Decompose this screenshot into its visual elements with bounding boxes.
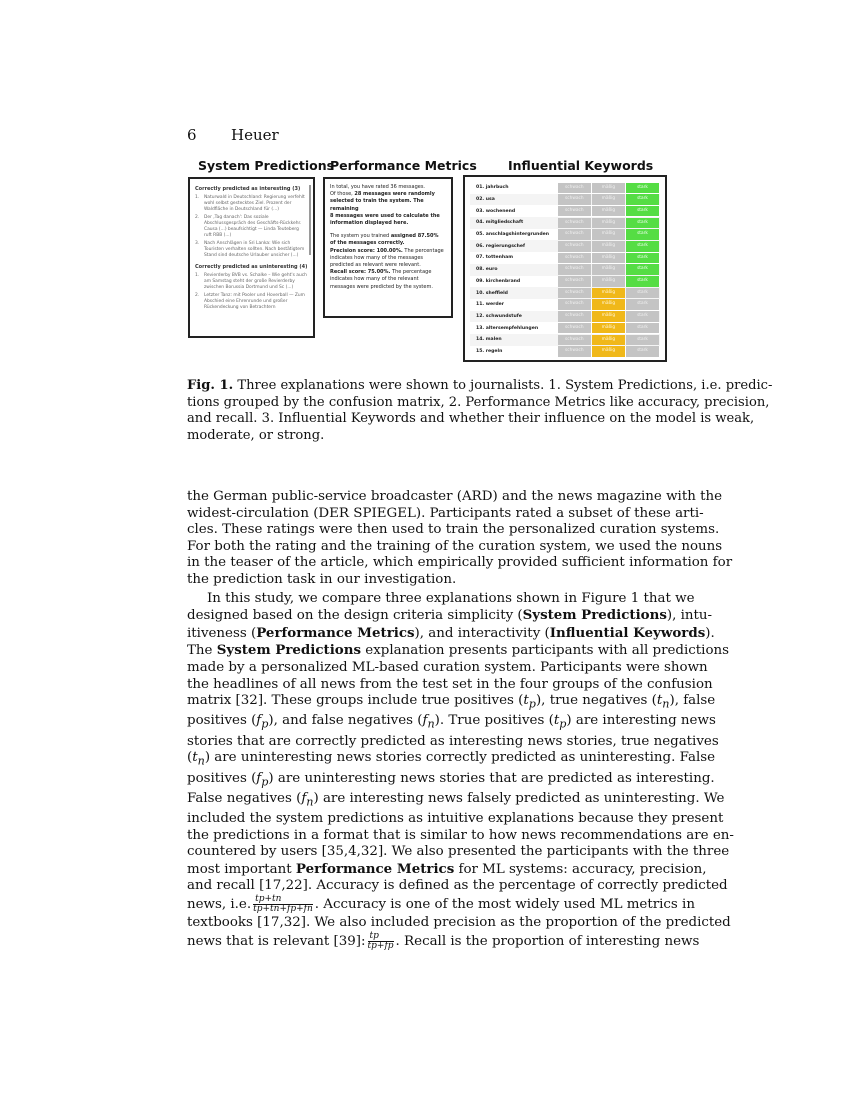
influence-level-moderate-button[interactable]: mäßig: [592, 323, 625, 334]
prediction-number: 1.: [195, 273, 200, 278]
influence-level-weak-button[interactable]: schwach: [558, 311, 591, 322]
influence-level-strong-button[interactable]: stark: [626, 206, 659, 217]
metrics-text: indicates how many of the relevant: [330, 276, 419, 283]
influence-level-moderate-button[interactable]: mäßig: [592, 229, 625, 240]
caption-text: tions grouped by the confusion matrix, 2. Performance Metrics like accuracy, precision,: [187, 394, 770, 410]
influence-level-weak-button[interactable]: schwach: [558, 335, 591, 346]
influence-level-weak-button[interactable]: schwach: [558, 346, 591, 357]
influence-level-strong-button[interactable]: stark: [626, 241, 659, 252]
keyword-label: 01. jahrbuch: [476, 185, 509, 191]
text-line: In this study, we compare three explanations shown in Figure 1 that we: [207, 590, 695, 606]
keyword-label: 03. wochenend: [476, 208, 516, 214]
metrics-text: messages were predicted by the system.: [330, 283, 433, 290]
influence-level-moderate-button[interactable]: mäßig: [592, 206, 625, 217]
keyword-label: 14. malen: [476, 337, 502, 343]
text-line: the German public-service broadcaster (ARD) and the news magazine with the: [187, 489, 723, 504]
paragraph-2: In this study, we compare three explanations shown in Figure 1 that we designed based on the design criteria simplicity (System Predictions), intu- itiveness (Performance Metrics), and interactivity (Influential Keywords). The System Predictions explanation presents participants with all predictions made by a personalized ML-based curation system. Participants were shown the headlines of all news from the test set in the four groups of the confusion matrix [32]. These groups include true positives $(t_p)$, true negatives $(t_n)$, false positives $(f_p)$, and false negatives $(f_n)$. True positives $(t_p)$ are interesting news stories that are correctly predicted as interesting news stories, true negatives $(t_n)$ are uninteresting news stories correctly predicted as uninteresting. False positives $(f_p)$ are uninteresting news stories that are predicted as interesting. False negatives $(f_n)$ are interesting news falsely predicted as uninteresting. We included the system predictions as intuitive explanations because they present the predictions in a format that is similar to how news recommendations are en- countered by users [35,4,32]. We also presented the participants with the three most important Performance Metrics for ML systems: accuracy, precision, and recall [17,22]. Accuracy is defined as the percentage of correctly predicted news, i.e. $\frac{tp+tn}{tp+tn+fp+fn}$ . Accuracy is one of the most widely used ML metrics in textbooks [17,32]. We also included precision as the proportion of the predicted news that is relevant [39]: $\frac{tp}{tp+fp}$ . Recall is the proportion of interesting news: [187, 590, 734, 951]
caption-text: moderate, or strong.: [187, 427, 325, 443]
prediction-item[interactable]: [195, 273, 308, 291]
influence-level-weak-button[interactable]: schwach: [558, 194, 591, 205]
text-line: in the teaser of the article, which empirically provided sufficient information for: [187, 555, 733, 571]
metrics-bold: 28 messages were randomly: [354, 191, 435, 198]
prediction-number: 2.: [195, 293, 200, 298]
caption-label: Fig. 1.: [187, 378, 234, 393]
influence-level-strong-button[interactable]: stark: [626, 276, 659, 287]
keyword-row: [470, 287, 660, 299]
prediction-item[interactable]: [195, 215, 308, 239]
influence-level-moderate-button[interactable]: mäßig: [592, 264, 625, 275]
keyword-row: [470, 322, 660, 334]
keyword-row: [470, 311, 660, 323]
keyword-row: [470, 299, 660, 311]
text-line: included the system predictions as intuitive explanations because they present: [187, 811, 724, 827]
accuracy-formula: $\frac{tp+tn}{tp+tn+fp+fn}$: [253, 894, 313, 915]
recall-value: Recall score: 75.00%.: [330, 269, 391, 276]
system-predictions-title: System Predictions: [198, 158, 335, 173]
influence-level-moderate-button[interactable]: mäßig: [592, 311, 625, 322]
term-performance-metrics: Performance Metrics: [256, 624, 415, 641]
figure-caption: [187, 378, 773, 444]
keyword-label: 04. mitgliedschaft: [476, 220, 524, 226]
metrics-paragraph-1: [330, 184, 446, 227]
prediction-headline: Letzter Tanz: mit Pooler und Hoverball — Zum Abschied eine Ehrenrunde und großer Rückendeckung von Betrachtern: [204, 293, 305, 310]
text-line: cles. These ratings were then used to train the personalized curation systems.: [187, 522, 720, 538]
influence-level-weak-button[interactable]: schwach: [558, 276, 591, 287]
influence-level-moderate-button[interactable]: mäßig: [592, 241, 625, 252]
influence-level-weak-button[interactable]: schwach: [558, 206, 591, 217]
influence-level-moderate-button[interactable]: mäßig: [592, 288, 625, 299]
influence-level-strong-button[interactable]: stark: [626, 194, 659, 205]
metrics-bold: information displayed here.: [330, 220, 409, 227]
text-line: and recall [17,22]. Accuracy is defined as the percentage of correctly predicted: [187, 878, 728, 894]
influence-level-weak-button[interactable]: schwach: [558, 241, 591, 252]
keyword-label: 10. sheffield: [476, 290, 508, 296]
influential-keywords-panel: [463, 175, 667, 362]
influence-level-moderate-button[interactable]: mäßig: [592, 276, 625, 287]
influence-level-weak-button[interactable]: schwach: [558, 323, 591, 334]
influence-level-moderate-button[interactable]: mäßig: [592, 346, 625, 357]
keyword-label: 12. schwundstufe: [476, 313, 522, 319]
text-line: For both the rating and the training of the curation system, we used the nouns: [187, 538, 723, 554]
keyword-row: [470, 205, 660, 217]
influence-level-weak-button[interactable]: schwach: [558, 288, 591, 299]
metrics-text: The percentage: [402, 247, 444, 254]
keyword-row: [470, 276, 660, 288]
running-head: [187, 126, 279, 144]
influence-level-strong-button[interactable]: stark: [626, 253, 659, 264]
system-predictions-panel[interactable]: [188, 177, 315, 338]
keyword-label: 15. regeln: [476, 348, 503, 354]
keyword-label: 09. kirchenbrand: [476, 278, 521, 284]
influence-level-strong-button[interactable]: stark: [626, 264, 659, 275]
metrics-paragraph-2: [330, 233, 446, 291]
running-author: Heuer: [231, 126, 279, 144]
precision-formula: $\frac{tp}{tp+fp}$: [367, 930, 394, 951]
influence-level-strong-button[interactable]: stark: [626, 346, 659, 357]
keyword-label: 02. usa: [476, 197, 495, 203]
text-line: widest-circulation (DER SPIEGEL). Participants rated a subset of these arti-: [187, 505, 704, 521]
group-heading-uninteresting: Correctly predicted as uninteresting (4): [195, 264, 308, 270]
influence-level-weak-button[interactable]: schwach: [558, 299, 591, 310]
keyword-row: [470, 264, 660, 276]
prediction-number: 3.: [195, 241, 200, 246]
term-influential-keywords: Influential Keywords: [549, 624, 706, 641]
performance-metrics-title: Performance Metrics: [330, 158, 477, 173]
text-line: made by a personalized ML-based curation system. Participants were shown: [187, 659, 708, 675]
text-line: the headlines of all news from the test set in the four groups of the confusion: [187, 676, 713, 692]
metrics-bold: selected to train the system. The remaining: [330, 198, 424, 212]
keyword-row: [470, 240, 660, 252]
text-line: countered by users [35,4,32]. We also presented the participants with the three: [187, 844, 730, 860]
keyword-row: [470, 346, 660, 358]
keyword-row: [470, 217, 660, 229]
influence-level-strong-button[interactable]: stark: [626, 323, 659, 334]
metrics-text: The system you trained: [330, 233, 391, 240]
influence-level-weak-button[interactable]: schwach: [558, 264, 591, 275]
prediction-number: 2.: [195, 215, 200, 220]
prediction-headline: Revierderby BVB vs. Schalke – Wie geht's auch am Samstag steht der große Revierderby zwischen Borussia Dortmund und Sc (...): [204, 273, 307, 290]
caption-text: and recall. 3. Influential Keywords and whether their influence on the model is weak,: [187, 411, 755, 426]
term-performance-metrics: Performance Metrics: [295, 860, 455, 877]
influence-level-weak-button[interactable]: schwach: [558, 229, 591, 240]
body-text: [187, 489, 734, 952]
influence-level-moderate-button[interactable]: mäßig: [592, 335, 625, 346]
text-line: the predictions in a format that is similar to how news recommendations are en-: [187, 827, 734, 843]
keyword-row: [470, 194, 660, 206]
prediction-item[interactable]: [195, 293, 308, 311]
prediction-headline: Nach Anschlägen in Sri Lanka: Wie sich Touristen verhalten sollten. Nach bestätigtem Stand sind deutsche Urlauber unsicher (...): [204, 241, 305, 258]
prediction-headline: Der ‚Tag danach': Das soziale Abschlussgespräch des Geschäfts-Rückkehr. Causa (...) beaufsichtigt — Linda Teuteberg ruft RBB (...): [204, 215, 302, 238]
text-line: stories that are correctly predicted as interesting news stories, true negatives: [187, 733, 719, 749]
metrics-text: In total, you have rated 36 messages.: [330, 184, 426, 190]
influence-level-strong-button[interactable]: stark: [626, 218, 659, 229]
prediction-item[interactable]: [195, 241, 308, 259]
metrics-text: Of those,: [330, 191, 355, 198]
influence-level-strong-button[interactable]: stark: [626, 288, 659, 299]
influential-keywords-title: Influential Keywords: [508, 158, 654, 173]
page-number: 6: [187, 126, 197, 144]
prediction-headline: Naturwald in Deutschland: Regierung verfehlt wohl selbst gestecktes Ziel. Prozent der Waldfläche in Deutschland für (...): [204, 195, 305, 212]
prediction-number: 1.: [195, 195, 200, 200]
performance-metrics-panel: [323, 177, 453, 318]
keyword-label: 13. altersempfehlungen: [476, 325, 539, 331]
precision-value: Precision score: 100.00%.: [330, 247, 403, 254]
influence-level-strong-button[interactable]: stark: [626, 183, 659, 194]
term-system-predictions: System Predictions: [216, 642, 362, 659]
keyword-row: [470, 252, 660, 264]
metrics-text: predicted as relevant were relevant.: [330, 262, 421, 269]
term-system-predictions: System Predictions: [522, 607, 667, 624]
influence-level-weak-button[interactable]: schwach: [558, 218, 591, 229]
influence-level-weak-button[interactable]: schwach: [558, 183, 591, 194]
metrics-bold: 8 messages were used to calculate the: [330, 212, 440, 219]
keyword-label: 11. werder: [476, 302, 505, 308]
accuracy-value: assigned 87.50%: [390, 233, 439, 240]
influence-level-strong-button[interactable]: stark: [626, 229, 659, 240]
metrics-text: indicates how many of the messages: [330, 254, 424, 261]
metrics-text: The percentage: [390, 269, 432, 276]
text-line: the prediction task in our investigation.: [187, 571, 457, 587]
metrics-bold: of the messages correctly.: [330, 240, 405, 247]
caption-text: Three explanations were shown to journalists. 1. System Predictions, i.e. predic-: [237, 378, 773, 393]
keyword-label: 08. euro: [476, 267, 498, 273]
influence-level-moderate-button[interactable]: mäßig: [592, 299, 625, 310]
paragraph-1: [187, 489, 733, 589]
influence-level-strong-button[interactable]: stark: [626, 311, 659, 322]
influence-level-weak-button[interactable]: schwach: [558, 253, 591, 264]
keyword-row: [470, 334, 660, 346]
influence-level-strong-button[interactable]: stark: [626, 299, 659, 310]
keyword-label: 07. tottenham: [476, 255, 514, 261]
influence-level-strong-button[interactable]: stark: [626, 335, 659, 346]
scrollbar[interactable]: [309, 185, 311, 255]
keyword-row: [470, 229, 660, 241]
influence-level-moderate-button[interactable]: mäßig: [592, 253, 625, 264]
group-heading-interesting: Correctly predicted as interesting (3): [195, 186, 301, 192]
keyword-label: 06. regierungschef: [476, 243, 526, 249]
influence-level-moderate-button[interactable]: mäßig: [592, 194, 625, 205]
keyword-label: 05. anschlagshintergrunden: [476, 232, 549, 238]
text-line: textbooks [17,32]. We also included precision as the proportion of the predicted: [187, 915, 731, 931]
prediction-item[interactable]: [195, 195, 308, 213]
influence-level-moderate-button[interactable]: mäßig: [592, 218, 625, 229]
influence-level-moderate-button[interactable]: mäßig: [592, 183, 625, 194]
keyword-row: [470, 182, 660, 194]
